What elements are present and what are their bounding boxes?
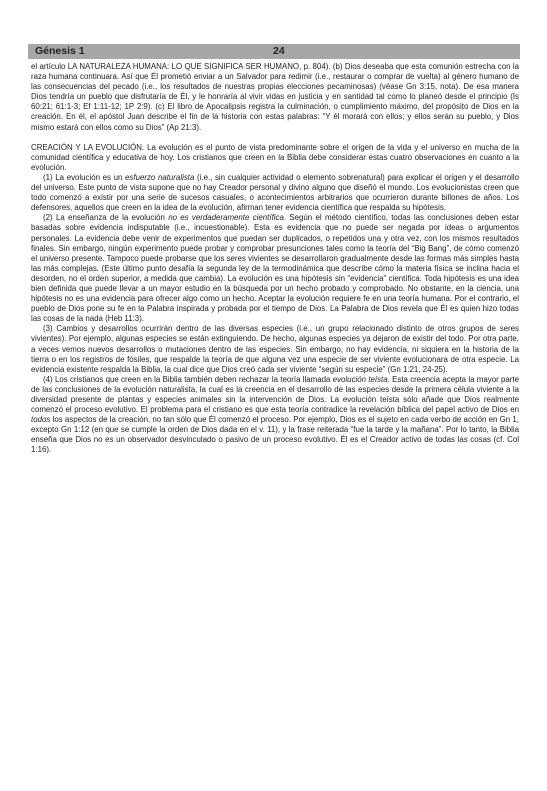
point-2-body: . Según el método científico, todas las conclusiones deben estar basadas sobre evidencia indisputable (i.e., incuestionable). Esta es evidencia que no puede ser negada por ideas o argumentos personales. La evidencia debe venir de experimentos que puedan ser duplicados, o repetidos una y otra vez, con los mismos resultados finales. Sin embargo, ningún experimento puede probar y comprobar presunciones tales como la teoría del “Big Bang”, de cómo comenzó el universo presente. Tampoco puede probarse que los seres vivientes se desarrollaron gradualmente desde las formas más simples hasta las más complejas. (Este último punto desafía la segunda ley de la termodinámica que describe cómo la materia física se inclina hacia el desorden, no el orden superior, a medida que cambia). La evolución es una hipótesis sin “evidencia” científica. Toda hipótesis es una idea bien definida que puede llevar a un mayor estudio en la búsqueda por un hecho probado y comprobado. No obstante, en la ciencia, una hipótesis no es una evidencia para ofrecer algo como un hecho. Aceptar la evolución requiere fe en una teoría humana. Por el contrario, el pueblo de Dios pone su fe en la Palabra inspirada y probada por el tiempo de Dios. La Palabra de Dios revela que Él es quien hizo todas las cosas de la nada (Heb 11:3). xyxy=(31,213,519,324)
section-heading: CREACIÓN Y LA EVOLUCIÓN. xyxy=(31,142,145,152)
point-2-paragraph xyxy=(31,213,519,324)
body-text xyxy=(31,62,519,456)
point-2-lead: (2) La enseñanza de la evolución xyxy=(43,213,169,223)
book-title: Génesis 1 xyxy=(35,45,85,57)
section-intro-paragraph xyxy=(31,143,519,173)
point-2-emphasis: no es verdaderamente científica xyxy=(168,213,284,223)
point-1-lead: (1) La evolución es un xyxy=(43,172,126,182)
intro-paragraph: el artículo LA NATURALEZA HUMANA: LO QUE SIGNIFICA SER HUMANO, p. 804). (b) Dios deseaba que esta comunión estrecha con la raza humana continuara. Así que Él prometió enviar a un Salvador para redimir (i.e., restaurar o comprar de vuelta) al género humano de las consecuencias del pecado (i.e., los resultados de nuestras propias elecciones pecaminosas) (véase Gn 3:15, nota). De esa manera Dios tendría un pueblo que disfrutaría de Él, y le honraría al vivir vidas en justicia y en santidad tal como lo planeó desde el principio (Is 60:21; 61:1-3; Ef 1:11-12; 1P 2:9). (c) El libro de Apocalipsis registra la culminación, o cumplimiento máximo, del propósito de Dios en la creación. En él, el apóstol Juan describe el fin de la historia con estas palabras: “Y él morará con ellos; y ellos serán su pueblo, y Dios mismo estará con ellos como su Dios” (Ap 21:3). xyxy=(31,62,519,132)
point-3-paragraph: (3) Cambios y desarrollos ocurrirán dentro de las diversas especies (i.e., un grupo relacionado distinto de otros grupos de seres vivientes). Por ejemplo, algunas especies se están extinguiendo. De hecho, algunas especies ya dejaron de existir del todo. Por otra parte, a veces vemos nuevos desarrollos o mutaciones dentro de las especies. Sin embargo, no hay evidencia, ni siquiera en la historia de la tierra o en los registros de fósiles, que respalde la teoría de que alguna vez una especie de ser viviente evolucionara de otra especie. La evidencia existente respalda la Biblia, la cual dice que Dios creó cada ser viviente “según su especie” (Gn 1:21, 24-25). xyxy=(31,324,519,374)
point-1-emphasis: esfuerzo naturalista xyxy=(125,172,195,182)
point-4-body: los aspectos de la creación, no tan sólo que Él comenzó el proceso. Por ejemplo, Dios es el sujeto en cada verbo de acción en Gn 1, excepto Gn 1:12 (en que se cumple la orden de Dios dada en el v. 11), y la frase reiterada “fue la tarde y la mañana”. Por lo tanto, la Biblia enseña que Dios no es un observador desvinculado o pasivo de un proceso evolutivo. Él es el Creador activo de todas las cosas (cf. Col 1:16). xyxy=(31,415,519,455)
running-header xyxy=(28,44,520,59)
point-4-paragraph xyxy=(31,375,519,456)
point-1-paragraph xyxy=(31,173,519,213)
point-4-middle: . Esta creencia acepta la mayor parte de las conclusiones de la evolución naturalista, la cual es la creencia en el desarrollo de las especies desde la primera célula viviente a la diversidad presente de plantas y especies animales sin la intervención de Dios. La evolución teísta sólo añade que Dios realmente comenzó el proceso evolutivo. El problema para el cristiano es que esta teoría contradice la revelación bíblica del papel activo de Dios en xyxy=(31,374,520,415)
point-4-emphasis-theistic: evolución teísta xyxy=(332,374,388,384)
page-number: 24 xyxy=(273,45,285,57)
point-4-lead: (4) Los cristianos que creen en la Biblia también deben rechazar la teoría llamada xyxy=(43,374,333,384)
section-intro-text: La evolución es el punto de vista predominante sobre el origen de la vida y el universo en mucha de la comunidad científica y educativa de hoy. Los cristianos que creen en la Biblia debe considerar estas cuatro observaciones en cuanto a la evolución. xyxy=(31,142,519,172)
point-1-body: (i.e., sin cualquier actividad o elemento sobrenatural) para explicar el origen y el desarrollo del universo. Este punto de vista supone que no hay Creador personal y divino alguno que diseñó el mundo. Los evolucionistas creen que todo comenzó a existir por una serie de sucesos casuales, o acontecimientos arbitrarios que ocurrieron durante billones de años. Los defensores, aquellos que creen en la idea de la evolución, afirman tener evidencia científica que respalda su hipótesis. xyxy=(31,172,519,213)
point-4-emphasis-todos: todos xyxy=(31,415,51,425)
